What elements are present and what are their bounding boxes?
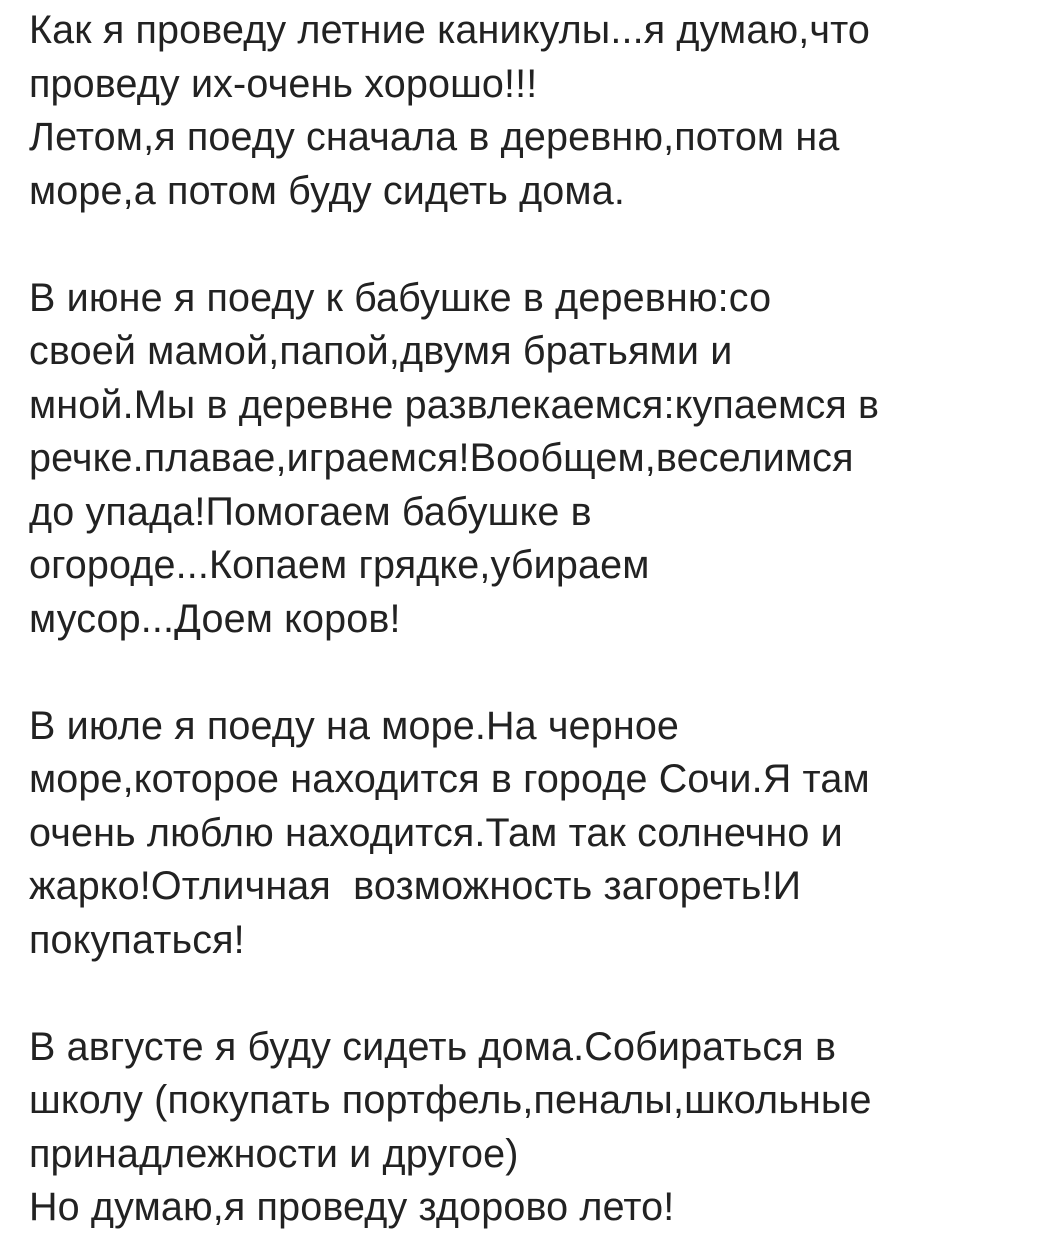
paragraph-spacer — [29, 646, 1034, 700]
text-line: В июле я поеду на море.На черное — [29, 703, 680, 748]
paragraph-august — [29, 1021, 1034, 1235]
text-line: жарко!Отличная возможность загореть!И — [29, 864, 802, 908]
paragraph-spacer — [29, 967, 1034, 1021]
text-line: море,которое находится в городе Сочи.Я там — [29, 757, 870, 801]
text-line: Летом,я поеду сначала в деревню,потом на — [29, 115, 840, 159]
text-line: мусор...Доем коров! — [29, 596, 401, 641]
text-line: речке.плавае,играемся!Вообщем,веселимся — [29, 436, 854, 480]
text-line: школу (покупать портфель,пеналы,школьные — [29, 1078, 872, 1122]
text-line: море,а потом буду сидеть дома. — [29, 168, 625, 213]
text-line: Как я проведу летние каникулы...я думаю,что — [29, 8, 871, 52]
text-line: В июне я поеду к бабушке в деревню:со — [29, 275, 772, 320]
text-line: Но думаю,я проведу здорово лето! — [29, 1185, 675, 1229]
text-line: покупаться! — [29, 917, 245, 962]
paragraph-june — [29, 272, 1034, 647]
essay-document — [29, 4, 1034, 1235]
text-line: мной.Мы в деревне развлекаемся:купаемся в — [29, 382, 880, 427]
text-line: очень люблю находится.Там так солнечно и — [29, 810, 843, 855]
paragraph-july — [29, 700, 1034, 968]
paragraph-spacer — [29, 218, 1034, 272]
text-line: своей мамой,папой,двумя братьями и — [29, 329, 733, 373]
text-line: до упада!Помогаем бабушке в — [29, 489, 592, 534]
paragraph-intro — [29, 4, 1034, 218]
text-line: В августе я буду сидеть дома.Собираться в — [29, 1024, 837, 1069]
text-line: принадлежности и другое) — [29, 1131, 519, 1176]
text-line: огороде...Копаем грядке,убираем — [29, 543, 650, 587]
text-line: проведу их-очень хорошо!!! — [29, 61, 538, 106]
